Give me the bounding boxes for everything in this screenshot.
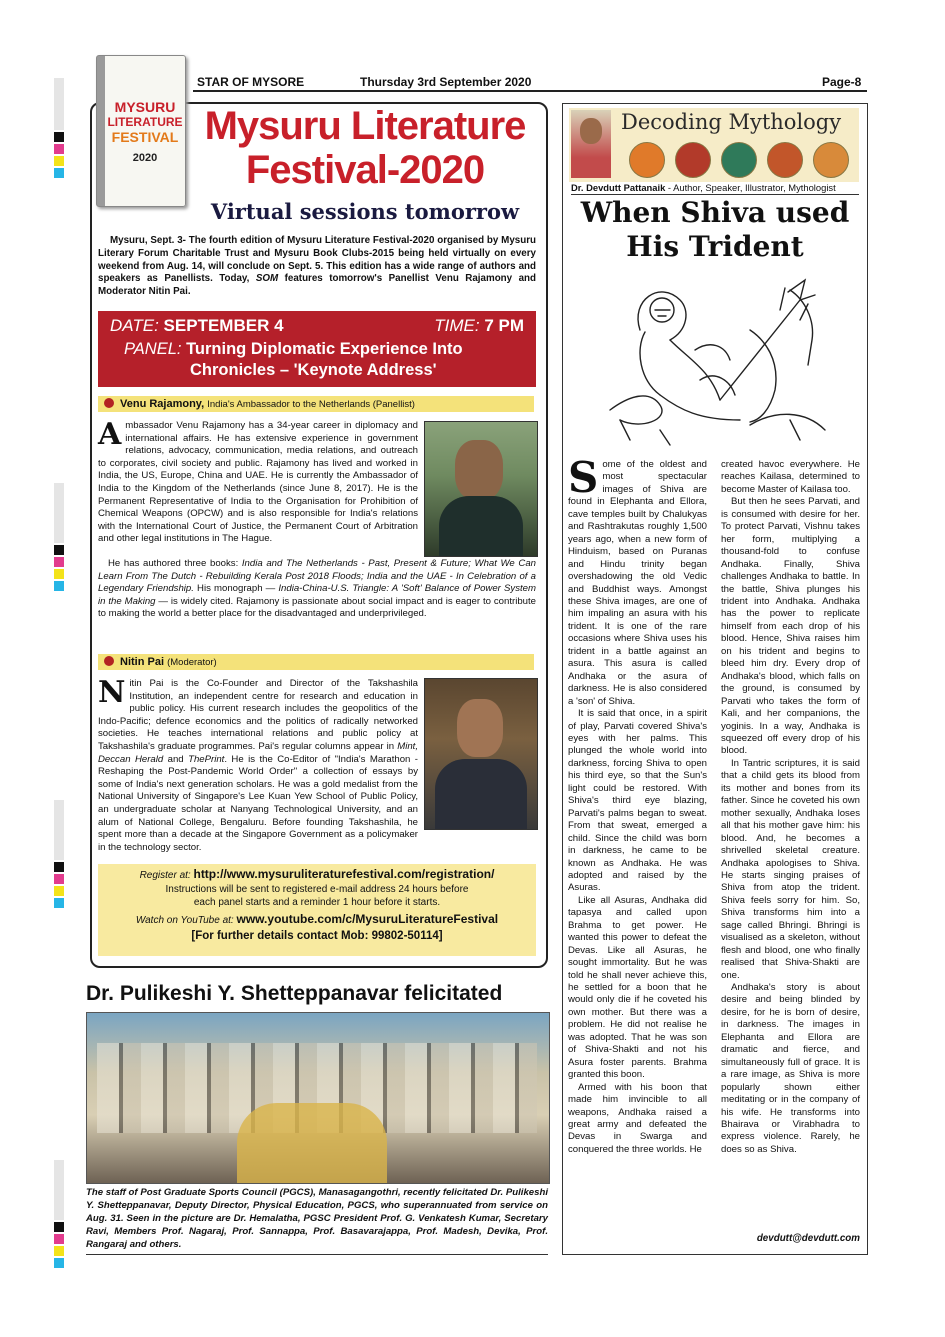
register-box	[98, 864, 536, 956]
venu-para1: mbassador Venu Rajamony has a 34-year career in diplomacy and international affairs. He has extensive experience in government relations, advocacy, communication, media relations, and outreach to corporates, civil society and public. Rajamony has lived and worked in India, the US, Europe, China and UAE. He is currently the Ambassador of India to the Kingdom of the Netherlands (since June 8, 2017). He is the Permanent Representative of India to the Organisation for Prohibition of Chemical Weapons (OPCW) and is also responsible for India's relations with the International Court of Justice, the Permanent Court of Arbitration and other legal institutions in The Hague.	[98, 420, 418, 545]
nitin-mint: Mint, Deccan Herald	[98, 740, 418, 765]
logo-line1: MYSURU	[114, 99, 176, 115]
venu-role: India's Ambassador to the Netherlands (Panellist)	[207, 399, 415, 410]
youtube-label: Watch on YouTube at:	[135, 914, 234, 926]
nitin-theprint: ThePrint	[188, 753, 225, 765]
mythology-banner	[569, 108, 859, 182]
headline-line1: When Shiva used	[580, 196, 850, 229]
date-label: DATE:	[110, 316, 159, 335]
bullet-icon	[104, 656, 114, 666]
intro-text: Mysuru, Sept. 3- The fourth edition of Mysuru Literature Festival-2020 organised by Mysuru Literary Forum Charitable Trust and Mysuru Book Clubs-2015 being held virtually on every weekend from Aug. 14, will conclude on Sept. 5. This edition has a wide range of authors and speakers as Panellists. Today,	[98, 235, 536, 285]
byline-name: Dr. Devdutt Pattanaik	[571, 182, 666, 193]
festival-title-line1: Mysuru Literature	[204, 104, 526, 148]
venu-dropcap: A	[98, 417, 122, 452]
nitin-name: Nitin Pai	[120, 656, 165, 668]
mythology-byline	[571, 182, 859, 195]
nitin-name-bar	[98, 654, 534, 670]
festival-title	[190, 104, 540, 192]
nitin-bio	[98, 675, 418, 854]
panel-label: PANEL:	[124, 340, 182, 358]
nitin-pai-photo	[424, 678, 538, 830]
venu-monograph: India-China-U.S. Triangle: A 'Soft' Balance of Power System in the Making	[98, 583, 536, 607]
intro-text-end: features tomorrow's Panellist Venu Rajamony and Moderator Nitin Pai.	[98, 273, 536, 298]
venu-name-bar	[98, 396, 534, 412]
contact-line: [For further details contact Mob: 99802-50114]	[191, 930, 443, 942]
mythology-headline	[566, 196, 864, 264]
headline-line2: His Trident	[626, 230, 804, 263]
caption-rule	[86, 1254, 548, 1255]
festival-subtitle: Virtual sessions tomorrow	[210, 199, 520, 224]
column-title: Decoding Mythology	[621, 110, 842, 134]
venu-name: Venu Rajamony,	[120, 398, 205, 410]
venu-para2-post: — is widely cited. Rajamony is passionate about social impact and is eager to contribute to making the world a better place for the disadvantaged and underprivileged.	[98, 595, 537, 620]
festival-book-logo	[96, 55, 186, 207]
bullet-icon	[104, 398, 114, 408]
mythology-column-1	[568, 453, 707, 1156]
venu-books: India and The Netherlands - Past, Present & Future; What We Can Learn From The Dutch - Rebuilding Kerala Post 2018 Floods; India and the UAE - In Celebration of a Legendary Friendship.	[98, 558, 536, 595]
register-line2: Instructions will be sent to registered e-mail address 24 hours before	[165, 883, 469, 895]
venu-bio-p1	[98, 417, 418, 546]
panel-banner	[98, 311, 536, 387]
felicitation-group-photo	[86, 1012, 550, 1184]
youtube-url[interactable]: www.youtube.com/c/MysuruLiteratureFestival	[236, 911, 499, 926]
logo-line3: FESTIVAL	[111, 129, 179, 145]
newspaper-name: STAR OF MYSORE	[197, 75, 305, 89]
venu-para2-mid: His monograph —	[193, 583, 279, 595]
nitin-para-pre: itin Pai is the Co-Founder and Director of the Takshashila Institution, an independent centre for research and education in public policy. His current research includes the geopolitics of the Indo-Pacific; defence economics and the politics of radically networked societies. He teaches international relations and public policy at Takshashila's graduate programmes. Pai's regular columns appear in	[98, 678, 418, 752]
myth-para3: Like all Asuras, Andhaka did tapasya and called upon Brahma to get power. He wanted this power to defeat the Devas. Like all Asuras, he sought immortality. But he was told he shall never achieve this, he settled for a boon that he would only die if he coveted his own mother. But there was a problem. He did not realise he was adopted. That he was son of Shiva-Shakti and not his Asura foster parents. Brahma granted this boon.	[568, 894, 707, 1081]
myth-para5: created havoc everywhere. He reaches Kailasa, determined to become Master of Kailasa too.	[721, 459, 860, 495]
festival-intro	[98, 235, 536, 299]
logo-line2: LITERATURE	[107, 115, 183, 129]
register-url[interactable]: http://www.mysuruliteraturefestival.com/registration/	[193, 867, 495, 881]
venu-rajamony-photo	[424, 421, 538, 557]
myth-para4: Armed with his boon that made him invincible to all weapons, Andhaka raised a great army and defeated the Devas in Swarga and conquered the three worlds. He	[568, 1081, 707, 1155]
felicitation-caption: The staff of Post Graduate Sports Council (PGCS), Manasagangothri, recently felicitated Dr. Pulikeshi Y. Shetteppanavar, Deputy Director, Physical Education, PGCS, who superannuated from service on Aug. 31. Seen in the picture are Dr. Hemalatha, PGSC President Prof. G. Venkatesh Kumar, Secretary Ravi, Members Prof. Nagaraj, Prof. Sannappa, Prof. Basavarajappa, Prof. Madesh, Devika, Prof. Rangaraj and others.	[86, 1187, 548, 1250]
panel-value-line1: Turning Diplomatic Experience Into	[186, 340, 463, 358]
time-value: 7 PM	[484, 316, 524, 335]
myth-para7: In Tantric scriptures, it is said that a child gets its blood from its mother and bones from its father. Since he coveted his own mother sexually, Andhaka loses all that his mother gave him: his blood. And, he becomes a shrivelled skeletal creature. Andhaka apologises to Shiva. He starts singing praises of Shiva from atop the trident. Shiva feels sorry for him. So, Shiva transforms him into a sage called Bhringi. Bhringi is visualised as a skeleton, without flesh and blood, one who finally realised that Shiva-Shakti are one.	[721, 757, 860, 981]
header-rule	[193, 90, 867, 92]
venu-bio-p2	[98, 558, 536, 621]
date-value: SEPTEMBER 4	[163, 316, 284, 335]
panel-value-line2: Chronicles – 'Keynote Address'	[190, 361, 437, 379]
myth-para8: Andhaka's story is about desire and being blinded by desire, for he is born of desire, in darkness. The images in Elephanta and Ellora are dramatic and fierce, and simultaneously full of grace. It is a rare image, as Shiva is more popularly shown either meditating or in the company of his wife. He transforms into Bhairava or Virabhadra to express violence. Rarely, he does so as Shiva.	[721, 982, 860, 1155]
mythology-column-2	[721, 459, 860, 1156]
intro-som: SOM	[255, 273, 279, 285]
nitin-dropcap: N	[98, 675, 126, 710]
nitin-and: and	[163, 753, 189, 765]
deity-masks-strip	[629, 138, 855, 180]
venu-para2-pre: He has authored three books:	[108, 558, 242, 569]
page-number: Page-8	[822, 75, 862, 89]
myth-para2: It is said that once, in a spirit of play, Parvati covered Shiva's eyes with her palms. This plunged the whole world into darkness, forcing Shiva to open his third eye, so that the Sun's light could be restored. With Shiva's third eye blazing, Parvati's palms began to sweat. From that sweat, emerged a child. Since the child was born in darkness, he came to be known as Andhaka. He was adopted and raised by the Asuras.	[568, 708, 707, 894]
register-label: Register at:	[139, 870, 191, 881]
issue-date: Thursday 3rd September 2020	[360, 75, 532, 89]
myth-para6: But then he sees Parvati, and is consumed with desire for her. To protect Parvati, Vishnu takes her form, multiplying a thousand-fold to confuse Andhaka. Finally, Shiva challenges Andhaka to battle. In the battle, Shiva plunges his trident into Andhaka. Andhaka has the power to replicate himself from each drop of his blood. Hence, Shiva raises him on his trident and begins to bleed him dry. Every drop of Andhaka's blood, which falls on the ground, is consumed by Parvati who takes the form of Kali, and her companions, the yoginis. In a way, Andhaka is squeezed off every drop of his blood.	[721, 496, 860, 757]
nitin-role: (Moderator)	[167, 657, 217, 668]
myth-para1: ome of the oldest and most spectacular images of Shiva are found in Elephanta and Ellora, cave temples built by Chalukyas and Rashtrakutas roughly 1,500 years ago, when a new form of Hinduism, based on Puranas and Hindu trinity began overshadowing the old Vedic and Buddhist ways. Amongst these Shiva images, are one of him impaling an asura with his trident. It is one of the rare occasions where Shiva uses his trident in a battle against an asura. This asura is called Andhaka or the asura of darkness. He is also considered a 'son' of Shiva.	[568, 459, 707, 707]
logo-year: 2020	[132, 152, 158, 164]
time-label: TIME:	[434, 316, 480, 335]
author-email[interactable]: devdutt@devdutt.com	[756, 1233, 860, 1244]
byline-role: - Author, Speaker, Illustrator, Mythologist	[665, 182, 836, 193]
nitin-para-post: . He is the Co-Editor of "India's Marathon - Reshaping the Post-Pandemic World Order" a collection of essays by some of India's next generation scholars. He was a gold medalist from the National University of Singapore's Lee Kuan Yew School of Public Policy, an undergraduate scholar at Nanyang Technological University, and an alum of National College, Bengaluru. Before founding Takshashila, he spent more than a decade at the Singapore Government as a policymaker in the technology sector.	[98, 753, 418, 853]
register-line3: each panel starts and a reminder 1 hour before it starts.	[193, 897, 441, 908]
festival-title-line2: Festival-2020	[245, 148, 485, 192]
author-photo	[571, 110, 611, 178]
mythology-dropcap: S	[568, 453, 599, 502]
felicitation-headline: Dr. Pulikeshi Y. Shetteppanavar felicitated	[86, 982, 503, 1005]
shiva-trident-illustration	[600, 270, 830, 448]
